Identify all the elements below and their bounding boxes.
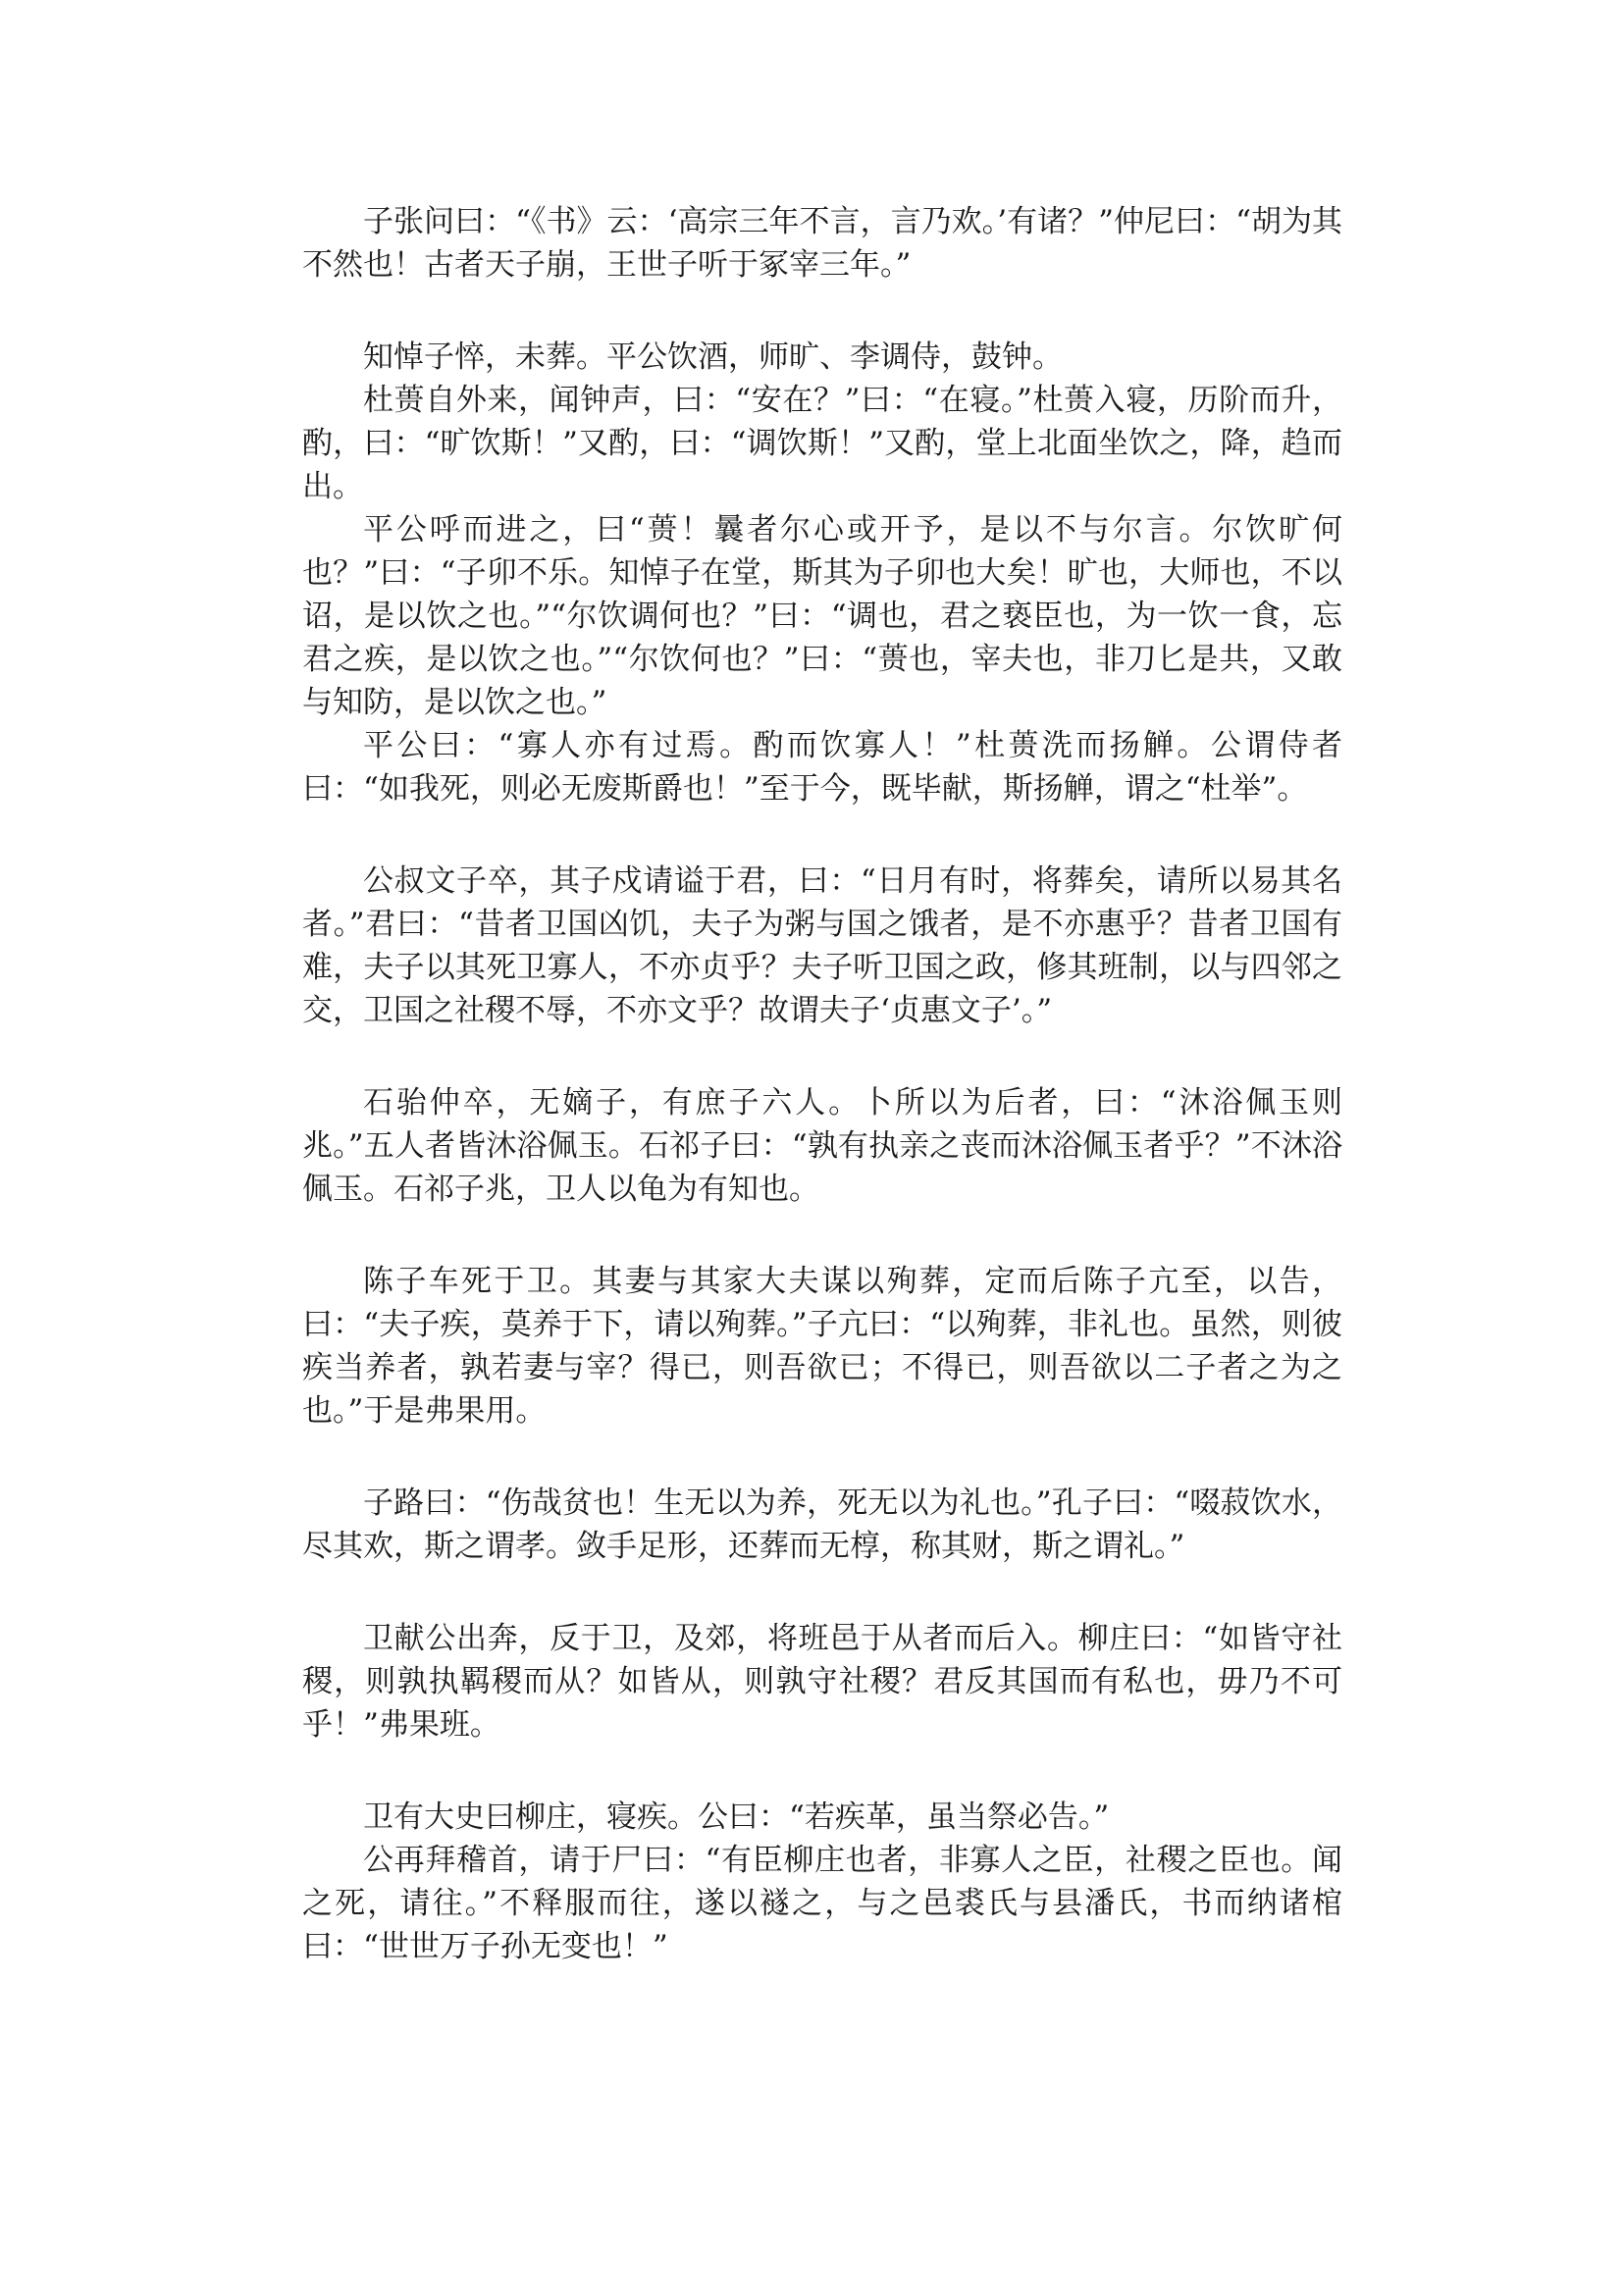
paragraph: 知悼子悴，未葬。平公饮酒，师旷、李调侍，鼓钟。 bbox=[363, 339, 1063, 375]
paragraph-gap bbox=[302, 1568, 1342, 1617]
paragraph: 子路曰：“伤哉贫也！生无以为养，死无以为礼也。”孔子曰：“啜菽饮水，尽其欢，斯之谓孝。敛手足形，还葬而无椁，称其财，斯之谓礼。” bbox=[302, 1486, 1342, 1564]
paragraph-gap bbox=[302, 1211, 1342, 1260]
paragraph-gap bbox=[302, 1747, 1342, 1796]
paragraph: 子张问曰：“《书》云：‘高宗三年不言，言乃欢。’有诸？”仲尼曰：“胡为其不然也！古者天子崩，王世子听于冢宰三年。” bbox=[302, 204, 1342, 283]
paragraph: 陈子车死于卫。其妻与其家大夫谋以殉葬，定而后陈子亢至，以告，曰：“夫子疾，莫养于下，请以殉葬。”子亢曰：“以殉葬，非礼也。虽然，则彼疾当养者，孰若妻与宰？得已，则吾欲已；不得已，则吾欲以二子者之为之也。”于是弗果用。 bbox=[302, 1264, 1342, 1429]
paragraph: 公叔文子卒，其子戍请谥于君，曰：“日月有时，将葬矣，请所以易其名者。”君曰：“昔者卫国凶饥，夫子为粥与国之饿者，是不亦惠乎？昔者卫国有难，夫子以其死卫寡人，不亦贞乎？夫子听卫国之政，修其班制，以与四邻之交，卫国之社稷不辱，不亦文乎？故谓夫子‘贞惠文子’。” bbox=[302, 863, 1342, 1028]
paragraph-gap bbox=[302, 287, 1342, 336]
paragraph: 卫献公出奔，反于卫，及郊，将班邑于从者而后入。柳庄曰：“如皆守社稷，则孰执羁稷而从？如皆从，则孰守社稷？君反其国而有私也，毋乃不可乎！”弗果班。 bbox=[302, 1621, 1342, 1743]
paragraph: 卫有大史曰柳庄，寝疾。公曰：“若疾革，虽当祭必告。” bbox=[363, 1799, 1110, 1835]
paragraph: 石骀仲卒，无嫡子，有庶子六人。卜所以为后者，曰：“沐浴佩玉则兆。”五人者皆沐浴佩玉。石祁子曰：“孰有执亲之丧而沐浴佩玉者乎？”不沐浴佩玉。石祁子兆，卫人以龟为有知也。 bbox=[302, 1085, 1342, 1207]
paragraph: 平公曰：“寡人亦有过焉。酌而饮寡人！”杜蒉洗而扬觯。公谓侍者曰：“如我死，则必无废斯爵也！”至于今，既毕献，斯扬觯，谓之“杜举”。 bbox=[302, 728, 1342, 807]
paragraph: 杜蒉自外来，闻钟声，曰：“安在？”曰：“在寝。”杜蒉入寝，历阶而升，酌，曰：“旷饮斯！”又酌，曰：“调饮斯！”又酌，堂上北面坐饮之，降，趋而出。 bbox=[302, 383, 1342, 504]
paragraph: 公再拜稽首，请于尸曰：“有臣柳庄也者，非寡人之臣，社稷之臣也。闻之死，请往。”不释服而往，遂以襚之，与之邑裘氏与县潘氏，书而纳诸棺曰：“世世万子孙无变也！” bbox=[302, 1843, 1342, 1964]
paragraph-gap bbox=[302, 1433, 1342, 1482]
paragraph: 平公呼而进之，曰“蒉！曩者尔心或开予，是以不与尔言。尔饮旷何也？”曰：“子卯不乐。知悼子在堂，斯其为子卯也大矣！旷也，大师也，不以诏，是以饮之也。”“尔饮调何也？”曰：“调也，君之亵臣也，为一饮一食，忘君之疾，是以饮之也。”“尔饮何也？”曰：“蒉也，宰夫也，非刀匕是共，又敢与知防，是以饮之也。” bbox=[302, 512, 1342, 720]
paragraph-gap bbox=[302, 1032, 1342, 1081]
paragraph-gap bbox=[302, 810, 1342, 860]
document-body bbox=[302, 200, 1342, 1968]
